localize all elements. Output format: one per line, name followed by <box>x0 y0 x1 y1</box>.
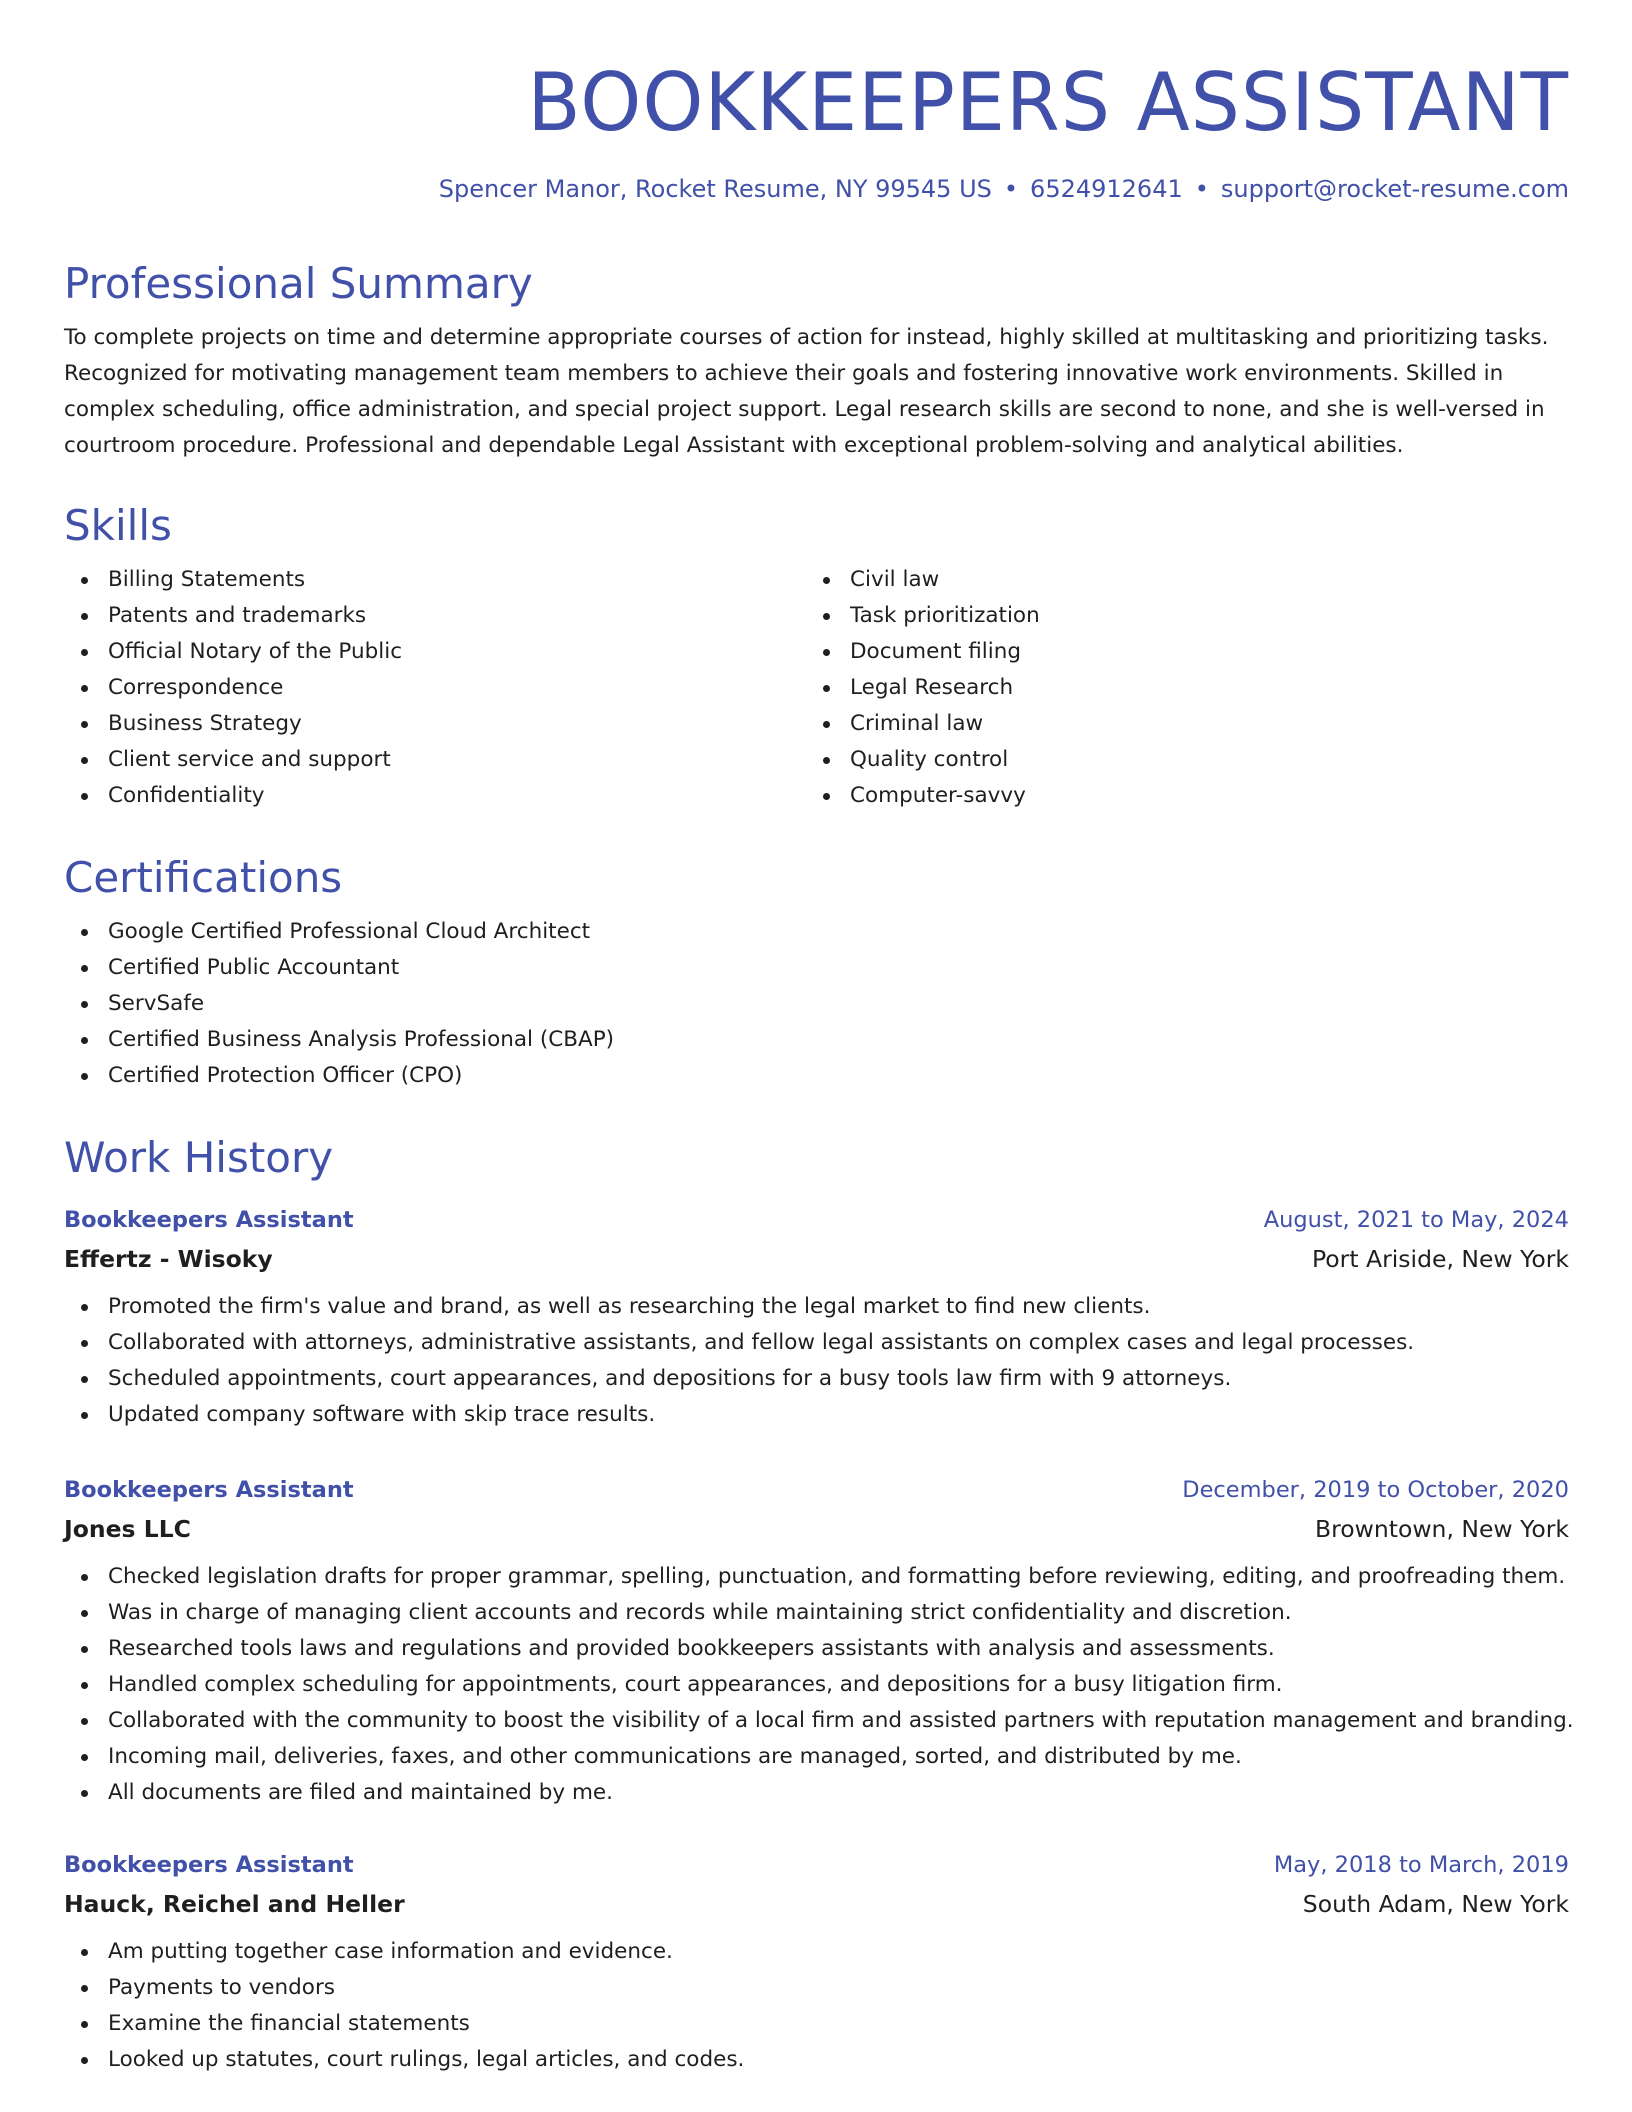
skill-item: Billing Statements <box>64 562 806 598</box>
contact-separator: • <box>1194 175 1209 203</box>
job-bullet: Was in charge of managing client accounts and records while maintaining strict confidentiality and discretion. <box>64 1595 1569 1631</box>
job-header <box>64 1846 1569 1884</box>
skills-section <box>64 500 1569 814</box>
certifications-section <box>64 852 1569 1094</box>
job-bullet: Examine the financial statements <box>64 2006 1569 2042</box>
job-bullet: Incoming mail, deliveries, faxes, and other communications are managed, sorted, and distributed by me. <box>64 1739 1569 1775</box>
skill-item: Patents and trademarks <box>64 598 806 634</box>
work-history-section <box>64 1132 1569 1184</box>
contact-line <box>64 173 1569 205</box>
job-title: Bookkeepers Assistant <box>64 1477 354 1503</box>
job-bullet: Collaborated with the community to boost the visibility of a local firm and assisted partners with reputation management and branding. <box>64 1703 1569 1739</box>
summary-text: To complete projects on time and determine appropriate courses of action for instead, highly skilled at multitasking and prioritizing tasks. Recognized for motivating management team members to achieve their goals and fostering innovative work environments. Skilled in complex scheduling, office administration, and special project support. Legal research skills are second to none, and she is well-versed in courtroom procedure. Professional and dependable Legal Assistant with exceptional problem-solving and analytical abilities. <box>64 325 1549 458</box>
job-entry <box>64 1201 1569 1433</box>
section-heading-certifications: Certifications <box>64 853 343 902</box>
skill-item: Document filing <box>806 634 1548 670</box>
job-bullet: Updated company software with skip trace results. <box>64 1397 1569 1433</box>
job-bullet: Payments to vendors <box>64 1970 1569 2006</box>
contact-phone: 6524912641 <box>1030 175 1183 203</box>
job-company: Jones LLC <box>64 1515 191 1543</box>
skill-item: Client service and support <box>64 742 806 778</box>
job-location: Browntown, New York <box>1314 1515 1569 1543</box>
section-heading-work-history: Work History <box>64 1133 334 1182</box>
candidate-name: BOOKKEEPERS ASSISTANT <box>527 56 1569 149</box>
job-bullet: All documents are filed and maintained by me. <box>64 1775 1569 1811</box>
job-entry <box>64 1846 1569 2078</box>
skill-item: Computer-savvy <box>806 778 1548 814</box>
job-company: Effertz - Wisoky <box>64 1245 273 1273</box>
skill-item: Correspondence <box>64 670 806 706</box>
job-location: Port Ariside, New York <box>1311 1245 1569 1273</box>
job-subheader <box>64 1509 1569 1549</box>
job-bullet: Checked legislation drafts for proper grammar, spelling, punctuation, and formatting before reviewing, editing, and proofreading them. <box>64 1559 1569 1595</box>
job-dates: August, 2021 to May, 2024 <box>1263 1207 1569 1233</box>
job-bullet: Handled complex scheduling for appointments, court appearances, and depositions for a busy litigation firm. <box>64 1667 1569 1703</box>
job-subheader <box>64 1239 1569 1279</box>
job-header <box>64 1471 1569 1509</box>
certification-item: Certified Public Accountant <box>64 950 1569 986</box>
skill-item: Official Notary of the Public <box>64 634 806 670</box>
certification-item: Google Certified Professional Cloud Architect <box>64 914 1569 950</box>
job-bullet: Researched tools laws and regulations and provided bookkeepers assistants with analysis and assessments. <box>64 1631 1569 1667</box>
job-title: Bookkeepers Assistant <box>64 1852 354 1878</box>
job-header <box>64 1201 1569 1239</box>
job-entry <box>64 1471 1574 1811</box>
job-company: Hauck, Reichel and Heller <box>64 1890 405 1918</box>
skill-item: Criminal law <box>806 706 1548 742</box>
job-bullet: Collaborated with attorneys, administrative assistants, and fellow legal assistants on complex cases and legal processes. <box>64 1325 1569 1361</box>
contact-separator: • <box>1003 175 1019 203</box>
summary-section <box>64 258 1569 464</box>
certification-item: Certified Protection Officer (CPO) <box>64 1058 1569 1094</box>
job-subheader <box>64 1884 1569 1924</box>
job-bullet: Scheduled appointments, court appearances, and depositions for a busy tools law firm with 9 attorneys. <box>64 1361 1569 1397</box>
skill-item: Task prioritization <box>806 598 1548 634</box>
certification-item: Certified Business Analysis Professional (CBAP) <box>64 1022 1569 1058</box>
job-location: South Adam, New York <box>1302 1890 1569 1918</box>
job-bullet: Looked up statutes, court rulings, legal articles, and codes. <box>64 2042 1569 2078</box>
job-bullet: Am putting together case information and evidence. <box>64 1934 1569 1970</box>
job-title: Bookkeepers Assistant <box>64 1207 354 1233</box>
job-bullet: Promoted the firm's value and brand, as well as researching the legal market to find new clients. <box>64 1289 1569 1325</box>
skill-item: Business Strategy <box>64 706 806 742</box>
skills-columns <box>64 552 1569 814</box>
skill-item: Quality control <box>806 742 1548 778</box>
section-heading-skills: Skills <box>64 501 172 550</box>
skill-item: Confidentiality <box>64 778 806 814</box>
skills-column-left <box>64 552 806 814</box>
job-dates: December, 2019 to October, 2020 <box>1182 1477 1569 1503</box>
skill-item: Civil law <box>806 562 1548 598</box>
certification-item: ServSafe <box>64 986 1569 1022</box>
job-dates: May, 2018 to March, 2019 <box>1273 1852 1569 1878</box>
contact-address: Spencer Manor, Rocket Resume, NY 99545 US <box>438 175 992 203</box>
section-heading-summary: Professional Summary <box>64 259 533 308</box>
skill-item: Legal Research <box>806 670 1548 706</box>
resume-header <box>64 0 1569 205</box>
contact-email[interactable]: support@rocket-resume.com <box>1220 175 1569 203</box>
skills-column-right <box>806 552 1548 814</box>
